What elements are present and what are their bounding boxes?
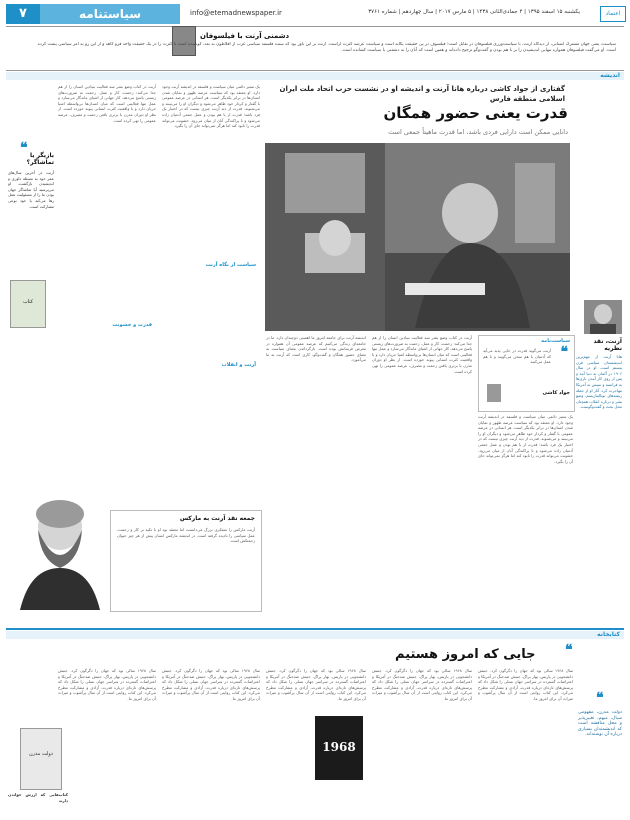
bottom-section-bar — [6, 631, 624, 639]
article-col-4: یک ستیز دائمی میان سیاست و فلسفه در اندیشه آرنت وجود دارد. او معتقد بود که سیاست عرصه ظهور و نمایان شدن انسان‌ها در برابر یکدیگر است. هر انسانی در عرصه عمومی با گفتار و کردار خود ظاهر می‌شود و دیگران او را می‌بینند و می‌شنوند. قدرت از دید آرنت چیزی نیست که در اختیار یک فرد باشد؛ قدرت از با هم بودن و عمل جمعی آدمیان زاده می‌شود و با پراکندگی آنان از میان می‌رود. خشونت می‌تواند قدرت را نابود کند اما هرگز نمی‌تواند جای آن را بگیرد. — [162, 84, 260, 129]
article-headline: قدرت یعنی حضور همگان — [383, 104, 568, 122]
bottom-col-3: سال ۱۹۶۸ سالی بود که جهان را دگرگون کرد. جنبش دانشجویی در پاریس، بهار پراگ، جنبش ضدجنگ در آمریکا و اعتراضات گسترده در سراسر جهان نسلی را شکل داد که پرسش‌های تازه‌ای درباره قدرت، آزادی و مشارکت مطرح می‌کرد. این کتاب روایتی است از آن سال پرآشوب و میراث آن برای امروز ما. — [266, 668, 366, 701]
book-2-title: دولت مدرن — [28, 751, 54, 757]
section-title: سیاستنامه — [40, 4, 180, 24]
bottom-col-2: سال ۱۹۶۸ سالی بود که جهان را دگرگون کرد. جنبش دانشجویی در پاریس، بهار پراگ، جنبش ضدجنگ در آمریکا و اعتراضات گسترده در سراسر جهان نسلی را شکل داد که پرسش‌های تازه‌ای درباره قدرت، آزادی و مشارکت مطرح می‌کرد. این کتاب روایتی است از آن سال پرآشوب و میراث آن برای امروز ما. — [372, 668, 472, 701]
left-sidebar-title: بازیگر یا تماشاگر؟ — [26, 152, 54, 166]
sidebar-right-text: هانا آرنت از مهم‌ترین اندیشمندان سیاسی قرن بیستم است. او در سال ۱۹۰۶ در آلمان به دنیا آمد و پس از روی کار آمدن نازی‌ها به فرانسه و سپس به آمریکا مهاجرت کرد. آثار او از جمله ریشه‌های توتالیتاریسم، وضع بشر و درباره انقلاب همچنان محل بحث و گفت‌وگوست. — [576, 354, 622, 410]
left-sidebar-quote-icon: ❝ — [20, 140, 28, 156]
author-portrait — [584, 300, 622, 334]
newspaper-logo: اعتماد — [600, 6, 626, 22]
quote-strip-text: سیاست، یعنی جهان مشترک انسانی، از دیدگاه آرنت، با سیاست‌ورزی فیلسوفان در تقابل است؛ فیلسوف در پی حقیقت یگانه است و سیاست عرصه کثرت آراست. آرنت بر این باور بود که سنت فلسفه سیاسی غرب از افلاطون به بعد، کوشیده است تا کثرت را در یک حقیقت واحد فرو کاهد و از این رو به امر سیاسی پشت کرده است. او می‌گفت فیلسوفان همواره تنهایی اندیشیدن را بر با هم بودن و گفت‌وگو ترجیح داده‌اند و همین است که آنان را به دشمنی با سیاست کشانده است. — [37, 42, 616, 53]
mini-quote-box — [478, 335, 575, 412]
side-note-quote-icon: ❝ — [596, 690, 604, 706]
left-book-label: کتاب — [22, 299, 34, 305]
portrait-illustration — [584, 300, 622, 334]
article-subhead: دانایی ممکن است دارایی فردی باشد، اما قدرت ماهیتاً جمعی است — [388, 128, 568, 136]
mini-quote-avatar — [487, 384, 501, 402]
article-col-3: اندیشه آرنت برای جامعه امروز ما اهمیتی دوچندان دارد. ما در جامعه‌ای زندگی می‌کنیم که عرصه عمومی آن همواره در معرض فرسایش بوده است. بازگرداندن معنای سیاست به معنای حضور همگان و گفت‌وگو، کاری است که آرنت به ما می‌آموزد. — [266, 335, 366, 363]
bottom-divider — [6, 628, 624, 630]
left-sidebar-text: آرنت در آخرین سال‌های عمر خود به مسئله داوری و اندیشیدن بازگشت. او می‌پرسید آیا تماشاگر جهان بودن ما را از مسئولیت عمل رها می‌کند یا خود نوعی مشارکت است. — [8, 170, 54, 209]
article-kicker — [265, 84, 565, 104]
kicker-line-1: گفتاری از جواد کاشی درباره هانا آرنت و اندیشه او در نشست حزب اتحاد ملت ایران اسلامی — [279, 85, 565, 103]
header-divider — [6, 26, 624, 27]
marx-illustration — [10, 490, 110, 610]
mini-quote-author: جواد کاشی — [542, 390, 570, 396]
marx-box-text: آرنت مارکس را متفکری بزرگ می‌دانست اما معتقد بود او با تکیه بر کار و زحمت، عمل سیاسی را نادیده گرفته است. در اندیشه مارکس انسان پیش از هر چیز حیوان زحمتکش است. — [117, 527, 255, 544]
mini-quote-label: سیاست‌نامه — [541, 338, 570, 344]
book-1968-title: 1968 — [322, 740, 356, 754]
sidebar-right-title: آرنت، نقد نظریه — [593, 338, 622, 352]
left-sidebar-book-cover — [10, 280, 46, 328]
marx-box-title: جمعه نقد آرنت به مارکس — [179, 515, 255, 522]
arendt-photo — [265, 143, 570, 331]
bottom-headline: جایی که امروز هستیم — [395, 647, 536, 662]
subsection-heading-3: قدرت و خشونت — [112, 322, 152, 328]
bottom-section-tag: کتابخانه — [597, 631, 620, 638]
bottom-quote-icon: ❝ — [565, 642, 573, 658]
book-caption: کتاب‌هایی که ارزش خواندن دارند — [8, 792, 68, 803]
section-bar — [6, 72, 624, 80]
marx-portrait — [10, 490, 110, 610]
book-2-cover — [20, 728, 62, 790]
article-col-5: آرنت در کتاب وضع بشر سه فعالیت بنیادین انسان را از هم جدا می‌کند: زحمت، کار و عمل. زحمت به ضرورت‌های زیستی پاسخ می‌دهد، کار جهانی از اشیای ماندگار می‌سازد و عمل تنها فعالیتی است که میان انسان‌ها بی‌واسطه اشیا جریان دارد و با واقعیت کثرت انسانی پیوند خورده است. از نظر او دوران مدرن با برتری یافتن زحمت و مصرف، عرصه عمومی را تهی کرده است. — [58, 84, 156, 123]
subsection-heading-1: سیاست از نگاه آرنت — [205, 262, 256, 268]
bottom-col-1: سال ۱۹۶۸ سالی بود که جهان را دگرگون کرد. جنبش دانشجویی در پاریس، بهار پراگ، جنبش ضدجنگ در آمریکا و اعتراضات گسترده در سراسر جهان نسلی را شکل داد که پرسش‌های تازه‌ای درباره قدرت، آزادی و مشارکت مطرح می‌کرد. این کتاب روایتی است از آن سال پرآشوب و میراث آن برای امروز ما. — [478, 668, 573, 701]
marx-box — [110, 510, 262, 612]
bottom-side-note: دولت مدرن، مفهومی سیال، مبهم، تغییرپذیر و محل مناقشه است که اندیشمندان بسیاری درباره آن نوشته‌اند. — [578, 710, 622, 738]
subsection-heading-2: آرنت و انقلاب — [221, 362, 256, 368]
quote-strip-title: دشمنی آرنت با فیلسوفان — [200, 32, 290, 40]
kicker-line-2: منطقه فارس — [489, 95, 537, 103]
book-1968-cover — [315, 716, 363, 780]
article-col-2: آرنت در کتاب وضع بشر سه فعالیت بنیادین انسان را از هم جدا می‌کند: زحمت، کار و عمل. زحمت به ضرورت‌های زیستی پاسخ می‌دهد، کار جهانی از اشیای ماندگار می‌سازد و عمل تنها فعالیتی است که میان انسان‌ها بی‌واسطه اشیا جریان دارد و با واقعیت کثرت انسانی پیوند خورده است. از نظر او دوران مدرن با برتری یافتن زحمت و مصرف، عرصه عمومی را تهی کرده است. — [372, 335, 472, 374]
page-number: ۷ — [6, 4, 40, 24]
bottom-col-5: سال ۱۹۶۸ سالی بود که جهان را دگرگون کرد. جنبش دانشجویی در پاریس، بهار پراگ، جنبش ضدجنگ در آمریکا و اعتراضات گسترده در سراسر جهان نسلی را شکل داد که پرسش‌های تازه‌ای درباره قدرت، آزادی و مشارکت مطرح می‌کرد. این کتاب روایتی است از آن سال پرآشوب و میراث آن برای امروز ما. — [58, 668, 156, 701]
strip-divider — [6, 70, 624, 71]
bottom-col-4: سال ۱۹۶۸ سالی بود که جهان را دگرگون کرد. جنبش دانشجویی در پاریس، بهار پراگ، جنبش ضدجنگ در آمریکا و اعتراضات گسترده در سراسر جهان نسلی را شکل داد که پرسش‌های تازه‌ای درباره قدرت، آزادی و مشارکت مطرح می‌کرد. این کتاب روایتی است از آن سال پرآشوب و میراث آن برای امروز ما. — [162, 668, 260, 701]
quote-icon: ❝ — [560, 344, 568, 360]
header-dateline: یکشنبه ۱۵ اسفند ۱۳۹۵ | ۴ جمادی‌الثانی ۱۴۳۸ | ۵ مارس ۲۰۱۷ | سال چهاردهم | شماره ۳۷۶۱ — [368, 9, 580, 15]
section-tag: اندیشه — [600, 72, 620, 79]
header-email[interactable]: info@etemadnewspaper.ir — [190, 9, 282, 17]
mini-quote-text: آرنت می‌گوید قدرت در جایی پدید می‌آید که آدمیان با هم سخن می‌گویند و با هم عمل می‌کنند. — [483, 348, 551, 365]
arendt-photo-illustration — [265, 143, 570, 331]
article-col-1: یک ستیز دائمی میان سیاست و فلسفه در اندیشه آرنت وجود دارد. او معتقد بود که سیاست عرصه ظهور و نمایان شدن انسان‌ها در برابر یکدیگر است. هر انسانی در عرصه عمومی با گفتار و کردار خود ظاهر می‌شود و دیگران او را می‌بینند و می‌شنوند. قدرت از دید آرنت چیزی نیست که در اختیار یک فرد باشد؛ قدرت از با هم بودن و عمل جمعی آدمیان زاده می‌شود و با پراکندگی آنان از میان می‌رود. خشونت می‌تواند قدرت را نابود کند اما هرگز نمی‌تواند جای آن را بگیرد. — [478, 414, 573, 464]
